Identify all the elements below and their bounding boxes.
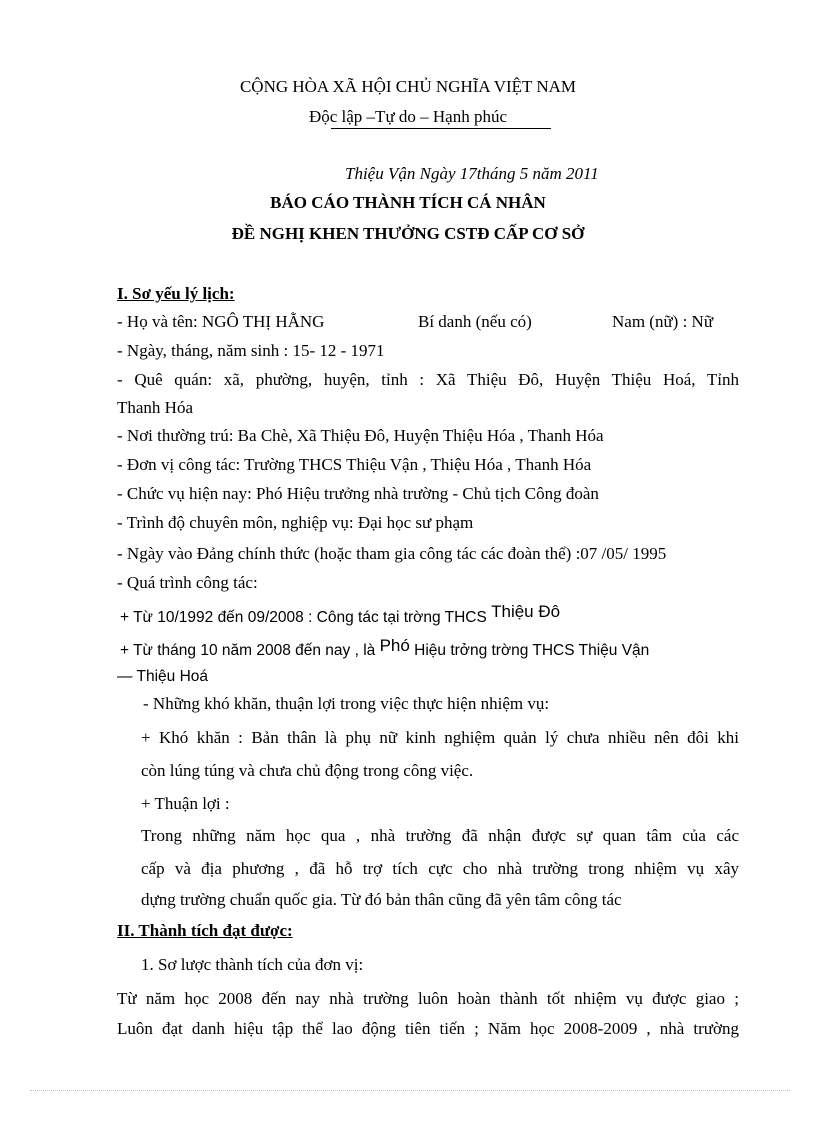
section2-body-line1: Từ năm học 2008 đến nay nhà trường luôn hoàn thành tốt nhiệm vụ được giao ; <box>117 989 739 1008</box>
date-of-birth: - Ngày, tháng, năm sinh : 15- 12 - 1971 <box>117 341 385 360</box>
difficulties-intro: - Những khó khăn, thuận lợi trong việc thực hiện nhiệm vụ: <box>143 694 550 713</box>
advantage-line2: cấp và địa phương , đã hỗ trợ tích cực cho nhà trường trong nhiệm vụ xây <box>141 859 739 878</box>
difficulty-line1: + Khó khăn : Bản thân là phụ nữ kinh nghiệm quản lý chưa nhiều nên đôi khi <box>141 728 739 747</box>
history-item-2-text: + Từ tháng 10 năm 2008 đến nay , là <box>120 642 380 659</box>
section2-body-line2: Luôn đạt danh hiệu tập thể lao động tiên tiến ; Năm học 2008-2009 , nhà trường <box>117 1019 739 1038</box>
workplace: - Đơn vị công tác: Trường THCS Thiệu Vận , Thiệu Hóa , Thanh Hóa <box>117 455 592 474</box>
report-subtitle: ĐỀ NGHỊ KHEN THƯỞNG CSTĐ CẤP CƠ SỞ <box>231 224 585 243</box>
motto-underline <box>331 128 551 129</box>
section2-item1: 1. Sơ lược thành tích của đơn vị: <box>141 955 364 974</box>
advantage-line3: dựng trường chuẩn quốc gia. Từ đó bản thân cũng đã yên tâm công tác <box>141 890 622 909</box>
residence: - Nơi thường trú: Ba Chè, Xã Thiệu Đô, Huyện Thiệu Hóa , Thanh Hóa <box>117 426 604 445</box>
gender: Nam (nữ) : Nữ <box>612 312 714 331</box>
nation-heading: CỘNG HÒA XÃ HỘI CHỦ NGHĨA VIỆT NAM <box>239 77 577 96</box>
section1-heading: I. Sơ yếu lý lịch: <box>117 284 235 303</box>
motto: Độc lập –Tự do – Hạnh phúc <box>308 107 508 126</box>
report-title: BÁO CÁO THÀNH TÍCH CÁ NHÂN <box>270 193 546 212</box>
history-item-2-role: Phó <box>379 636 410 655</box>
history-item-1 <box>120 602 561 629</box>
position: - Chức vụ hiện nay: Phó Hiệu trưởng nhà trường - Chủ tịch Công đoàn <box>117 484 599 503</box>
qualification: - Trình độ chuyên môn, nghiệp vụ: Đại học sư phạm <box>117 513 474 532</box>
history-item-2-cont: — Thiệu Hoá <box>117 668 209 685</box>
work-history-label: - Quá trình công tác: <box>117 573 258 592</box>
history-item-2 <box>120 636 650 662</box>
history-item-1-text: + Từ 10/1992 đến 09/2008 : Công tác tại trờng THCS <box>120 609 492 626</box>
alias: Bí danh (nếu có) <box>418 312 532 331</box>
page-break-line <box>30 1090 790 1091</box>
hometown-line1: - Quê quán: xã, phường, huyện, tỉnh : Xã Thiệu Đô, Huyện Thiệu Hoá, Tỉnh <box>117 370 739 389</box>
history-item-1-school: Thiệu Đô <box>491 602 561 621</box>
place-date: Thiệu Vận Ngày 17tháng 5 năm 2011 <box>345 164 599 183</box>
full-name: - Họ và tên: NGÔ THỊ HẰNG <box>117 312 325 331</box>
section2-heading: II. Thành tích đạt được: <box>117 921 293 940</box>
difficulty-line2: còn lúng túng và chưa chủ động trong công việc. <box>141 761 474 780</box>
party-date: - Ngày vào Đảng chính thức (hoặc tham gia công tác các đoàn thể) :07 /05/ 1995 <box>117 544 667 563</box>
advantage-line1: Trong những năm học qua , nhà trường đã nhận được sự quan tâm của các <box>141 826 739 845</box>
advantage-heading: + Thuận lợi : <box>141 794 230 813</box>
hometown-line2: Thanh Hóa <box>117 398 194 417</box>
history-item-2-school: Hiệu trởng trờng THCS Thiệu Vận <box>409 642 650 659</box>
